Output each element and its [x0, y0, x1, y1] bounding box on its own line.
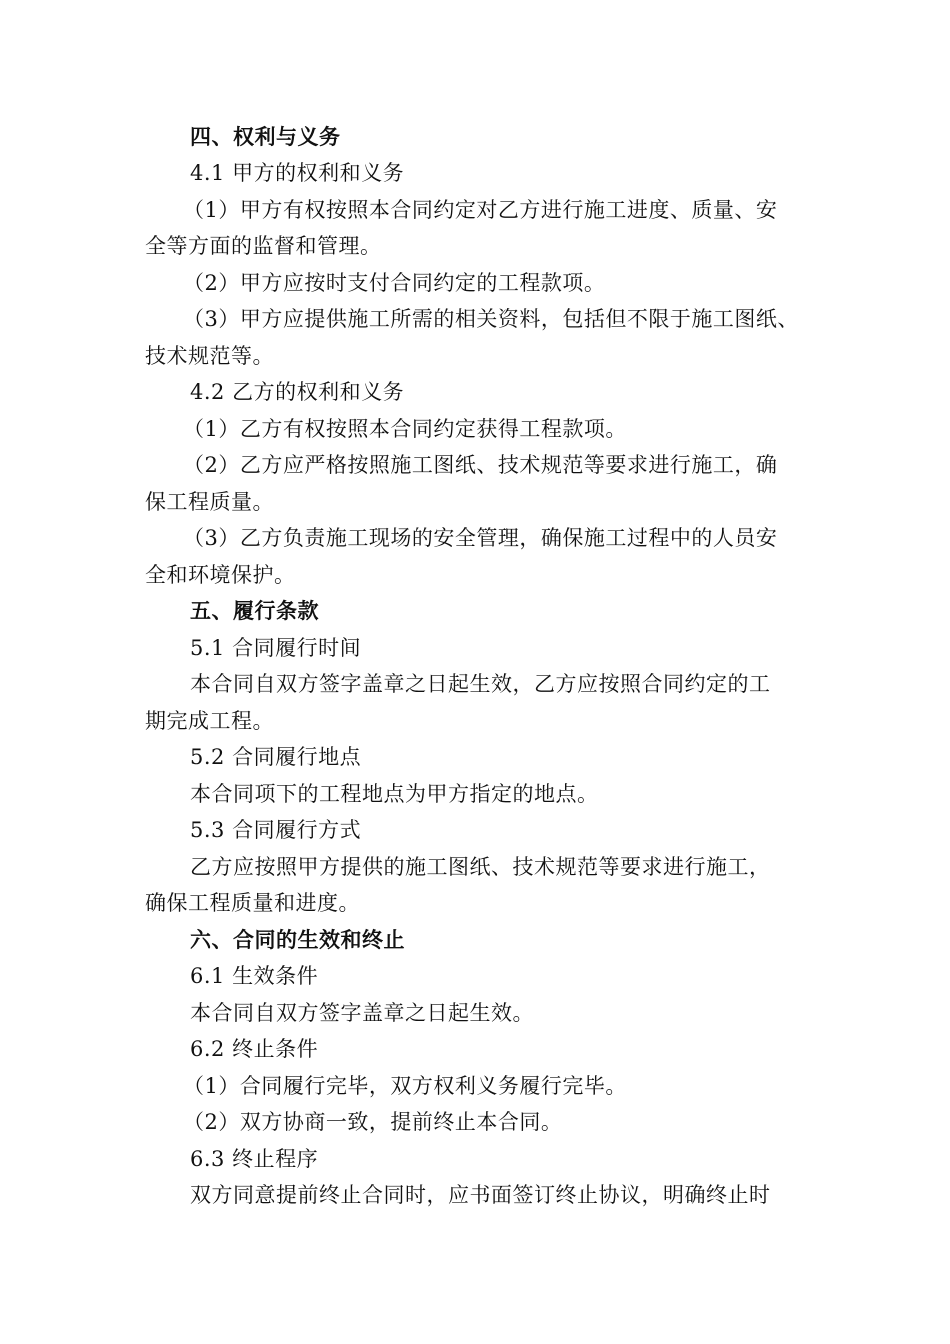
- subsection-heading-4-2: 4.2 乙方的权利和义务: [190, 380, 405, 404]
- paragraph-line: 本合同自双方签字盖章之日起生效。: [190, 1001, 534, 1025]
- paragraph-line: （1）甲方有权按照本合同约定对乙方进行施工进度、质量、安: [183, 198, 778, 222]
- section-heading-5: 五、履行条款: [190, 599, 319, 623]
- subsection-heading-6-3: 6.3 终止程序: [190, 1147, 319, 1171]
- subsection-heading-5-2: 5.2 合同履行地点: [190, 745, 362, 769]
- subsection-heading-5-1: 5.1 合同履行时间: [190, 636, 362, 660]
- paragraph-line: （1）乙方有权按照本合同约定获得工程款项。: [183, 417, 627, 441]
- paragraph-line: （3）甲方应提供施工所需的相关资料，包括但不限于施工图纸、: [183, 307, 799, 331]
- paragraph-line: 本合同自双方签字盖章之日起生效，乙方应按照合同约定的工: [190, 672, 771, 696]
- paragraph-line: （2）双方协商一致，提前终止本合同。: [183, 1110, 563, 1134]
- paragraph-line: 双方同意提前终止合同时，应书面签订终止协议，明确终止时: [190, 1183, 771, 1207]
- subsection-heading-6-1: 6.1 生效条件: [190, 964, 319, 988]
- subsection-heading-4-1: 4.1 甲方的权利和义务: [190, 161, 405, 185]
- section-heading-4: 四、权利与义务: [190, 125, 341, 149]
- paragraph-line: 乙方应按照甲方提供的施工图纸、技术规范等要求进行施工，: [190, 855, 771, 879]
- paragraph-line: （1）合同履行完毕，双方权利义务履行完毕。: [183, 1074, 627, 1098]
- subsection-heading-5-3: 5.3 合同履行方式: [190, 818, 362, 842]
- paragraph-line: （2）乙方应严格按照施工图纸、技术规范等要求进行施工，确: [183, 453, 778, 477]
- paragraph-line: 保工程质量。: [145, 490, 274, 514]
- paragraph-line: （3）乙方负责施工现场的安全管理，确保施工过程中的人员安: [183, 526, 778, 550]
- subsection-heading-6-2: 6.2 终止条件: [190, 1037, 319, 1061]
- paragraph-line: （2）甲方应按时支付合同约定的工程款项。: [183, 271, 606, 295]
- paragraph-line: 全和环境保护。: [145, 563, 296, 587]
- paragraph-line: 确保工程质量和进度。: [145, 891, 360, 915]
- paragraph-line: 技术规范等。: [145, 344, 274, 368]
- paragraph-line: 期完成工程。: [145, 709, 274, 733]
- paragraph-line: 全等方面的监督和管理。: [145, 234, 382, 258]
- section-heading-6: 六、合同的生效和终止: [190, 928, 405, 952]
- paragraph-line: 本合同项下的工程地点为甲方指定的地点。: [190, 782, 599, 806]
